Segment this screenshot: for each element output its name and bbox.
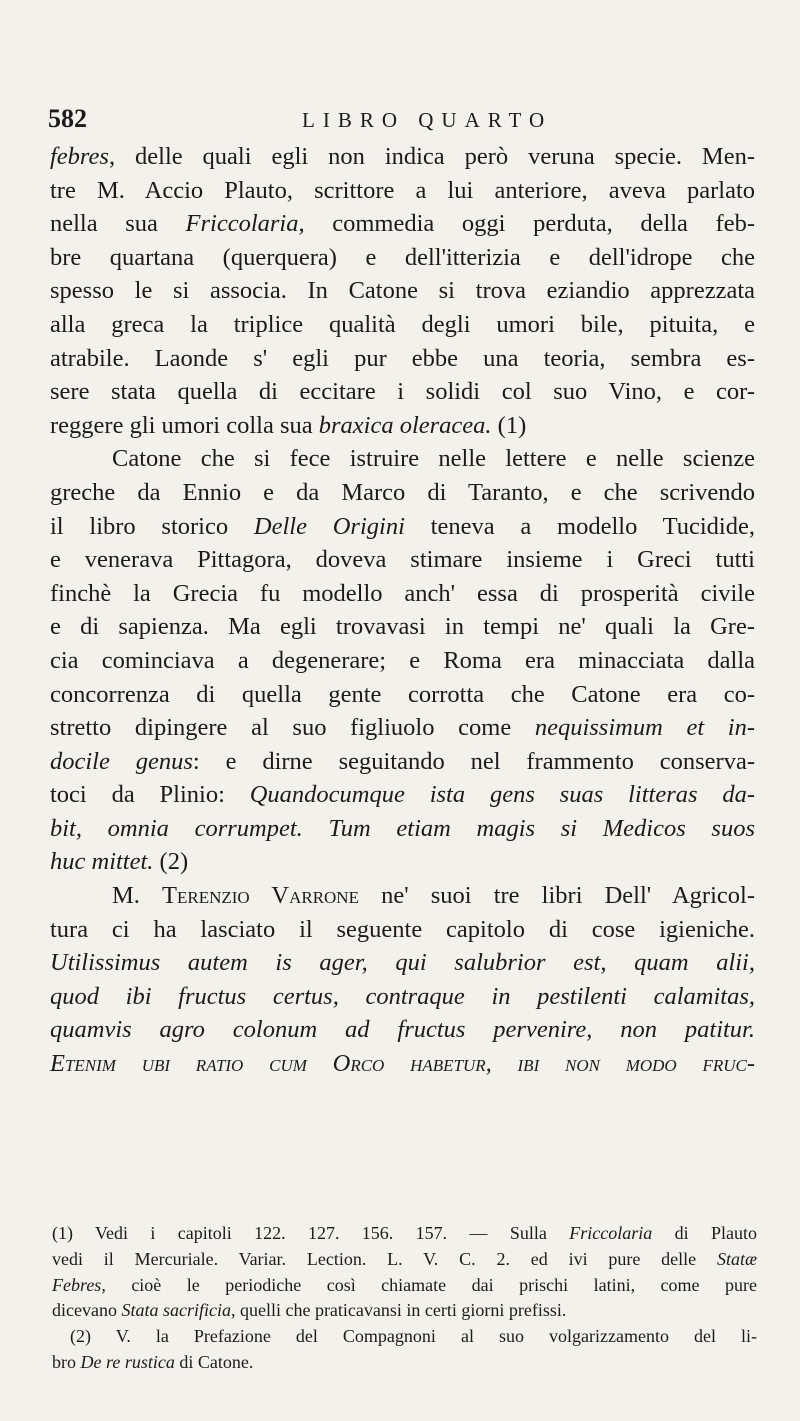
text-run: , delle quali egli non indica però veruna specie. Men- [108, 143, 755, 170]
text-line [50, 543, 755, 577]
footnote-line [52, 1273, 757, 1299]
text-run: vedi il Mercuriale. Variar. Lection. L. V. C. 2. ed ivi pure delle [52, 1248, 717, 1269]
text-run: Terenzio Varrone [162, 882, 359, 910]
text-line [50, 442, 755, 476]
text-run: spesso le si associa. In Catone si trova eziandio apprezzata [50, 277, 755, 305]
text-run: Quandocumque ista gens suas litteras da- [249, 781, 756, 809]
main-text [50, 140, 755, 1081]
text-run: M. [112, 882, 163, 910]
footnote-line [52, 1221, 757, 1247]
text-run: Febres [52, 1274, 102, 1295]
text-run: (1) Vedi i capitoli 122. 127. 156. 157. — Sulla [52, 1223, 570, 1243]
text-line [50, 1013, 755, 1047]
text-line [50, 1047, 755, 1081]
text-line [50, 274, 755, 308]
text-run: Friccolaria [185, 210, 299, 238]
text-line [50, 577, 755, 611]
text-run: sere stata quella di eccitare i solidi col suo Vino, e cor- [50, 378, 755, 406]
text-line [50, 980, 755, 1014]
text-line [50, 711, 755, 745]
text-run: ne' suoi tre libri Dell' Agricol- [358, 882, 755, 910]
text-run: finchè la Grecia fu modello anch' essa di prosperità civile [50, 579, 755, 607]
text-run: atrabile. Laonde s' egli pur ebbe una teoria, sembra es- [50, 344, 755, 372]
footnote-line [52, 1350, 757, 1376]
text-run: di Plauto [652, 1223, 757, 1243]
text-line [50, 778, 755, 812]
text-run: concorrenza di quella gente corrotta che Catone era co- [50, 680, 755, 708]
text-run: il libro storico [50, 512, 254, 540]
footnote-line [52, 1247, 757, 1273]
text-run: (2) [153, 848, 189, 876]
text-run: quamvis agro colonum ad fructus pervenire, non patitur. [50, 1016, 755, 1044]
text-run: dicevano [52, 1300, 122, 1321]
running-head: LIBRO QUARTO [302, 108, 553, 132]
text-line [50, 476, 755, 510]
page-number: 582 [48, 104, 87, 133]
text-run: De re rustica [80, 1351, 175, 1372]
text-line [50, 510, 755, 544]
page-header [40, 104, 740, 140]
text-run: : e dirne seguitando nel frammento conserva- [192, 747, 755, 775]
text-line [50, 308, 755, 342]
text-run: (1) [491, 411, 527, 439]
text-run: cia cominciava a degenerare; e Roma era minacciata dalla [50, 646, 755, 674]
text-line [50, 342, 755, 376]
text-run: huc mittet. [50, 848, 154, 876]
text-line [50, 946, 755, 980]
text-run: bro [52, 1351, 81, 1372]
text-run: , commedia oggi perduta, della feb- [298, 210, 755, 238]
text-run: e venerava Pittagora, doveva stimare insieme i Greci tutti [50, 546, 755, 574]
text-line [50, 409, 755, 443]
footnotes [52, 1221, 757, 1376]
text-run: (2) V. la Prefazione del Compagnoni al suo volgarizzamento del li- [70, 1326, 757, 1347]
text-run: tre M. Accio Plauto, scrittore a lui anteriore, aveva parlato [50, 176, 755, 204]
text-run: , cioè le periodiche così chiamate dai prischi latini, come pure [101, 1274, 757, 1295]
text-run: Etenim ubi ratio cum Orco habetur, ibi non modo fruc- [50, 1050, 755, 1078]
text-run: Delle Origini [253, 512, 405, 540]
text-run: Friccolaria [569, 1223, 653, 1243]
text-run: Utilissimus autem is ager, qui salubrior est, quam alii, [50, 949, 755, 977]
text-line [50, 174, 755, 208]
footnote-line [52, 1298, 757, 1324]
text-line [50, 375, 755, 409]
text-run: greche da Ennio e da Marco di Taranto, e che scrivendo [50, 478, 755, 506]
text-line [50, 610, 755, 644]
text-run: alla greca la triplice qualità degli umori bile, pituita, e [50, 310, 755, 338]
text-line [50, 241, 755, 275]
footnote-line [52, 1324, 757, 1350]
text-line [50, 879, 755, 913]
text-run: e di sapienza. Ma egli trovavasi in tempi ne' quali la Gre- [50, 613, 755, 641]
text-line [50, 644, 755, 678]
text-run: febres [50, 143, 109, 170]
text-line [50, 140, 755, 174]
text-run: reggere gli umori colla sua [50, 411, 319, 439]
text-run: di Catone. [174, 1351, 254, 1372]
text-run: tura ci ha lasciato il seguente capitolo di cose igieniche. [50, 915, 755, 943]
text-run: bit, omnia corrumpet. Tum etiam magis si Medicos suos [50, 814, 755, 842]
text-run: braxica oleracea. [318, 411, 492, 439]
text-run: nella sua [50, 210, 186, 238]
text-run: Statæ [716, 1248, 757, 1269]
text-run: Stata sacrificia [121, 1300, 231, 1321]
text-line [50, 745, 755, 779]
text-run: Catone che si fece istruire nelle lettere e nelle scienze [112, 445, 755, 473]
text-line [50, 207, 755, 241]
text-run: , quelli che praticavansi in certi giorni prefissi. [230, 1300, 567, 1321]
text-run: toci da Plinio: [50, 781, 250, 809]
text-run: nequissimum et in- [534, 714, 755, 742]
text-line [50, 845, 755, 879]
text-line [50, 678, 755, 712]
text-run: docile genus [50, 747, 193, 775]
text-run: quod ibi fructus certus, contraque in pestilenti calamitas, [50, 982, 755, 1010]
text-line [50, 812, 755, 846]
text-run: stretto dipingere al suo figliuolo come [50, 714, 535, 742]
text-run: teneva a modello Tucidide, [404, 512, 755, 540]
text-run: bre quartana (querquera) e dell'itterizia e dell'idrope che [50, 243, 755, 271]
text-line [50, 913, 755, 947]
